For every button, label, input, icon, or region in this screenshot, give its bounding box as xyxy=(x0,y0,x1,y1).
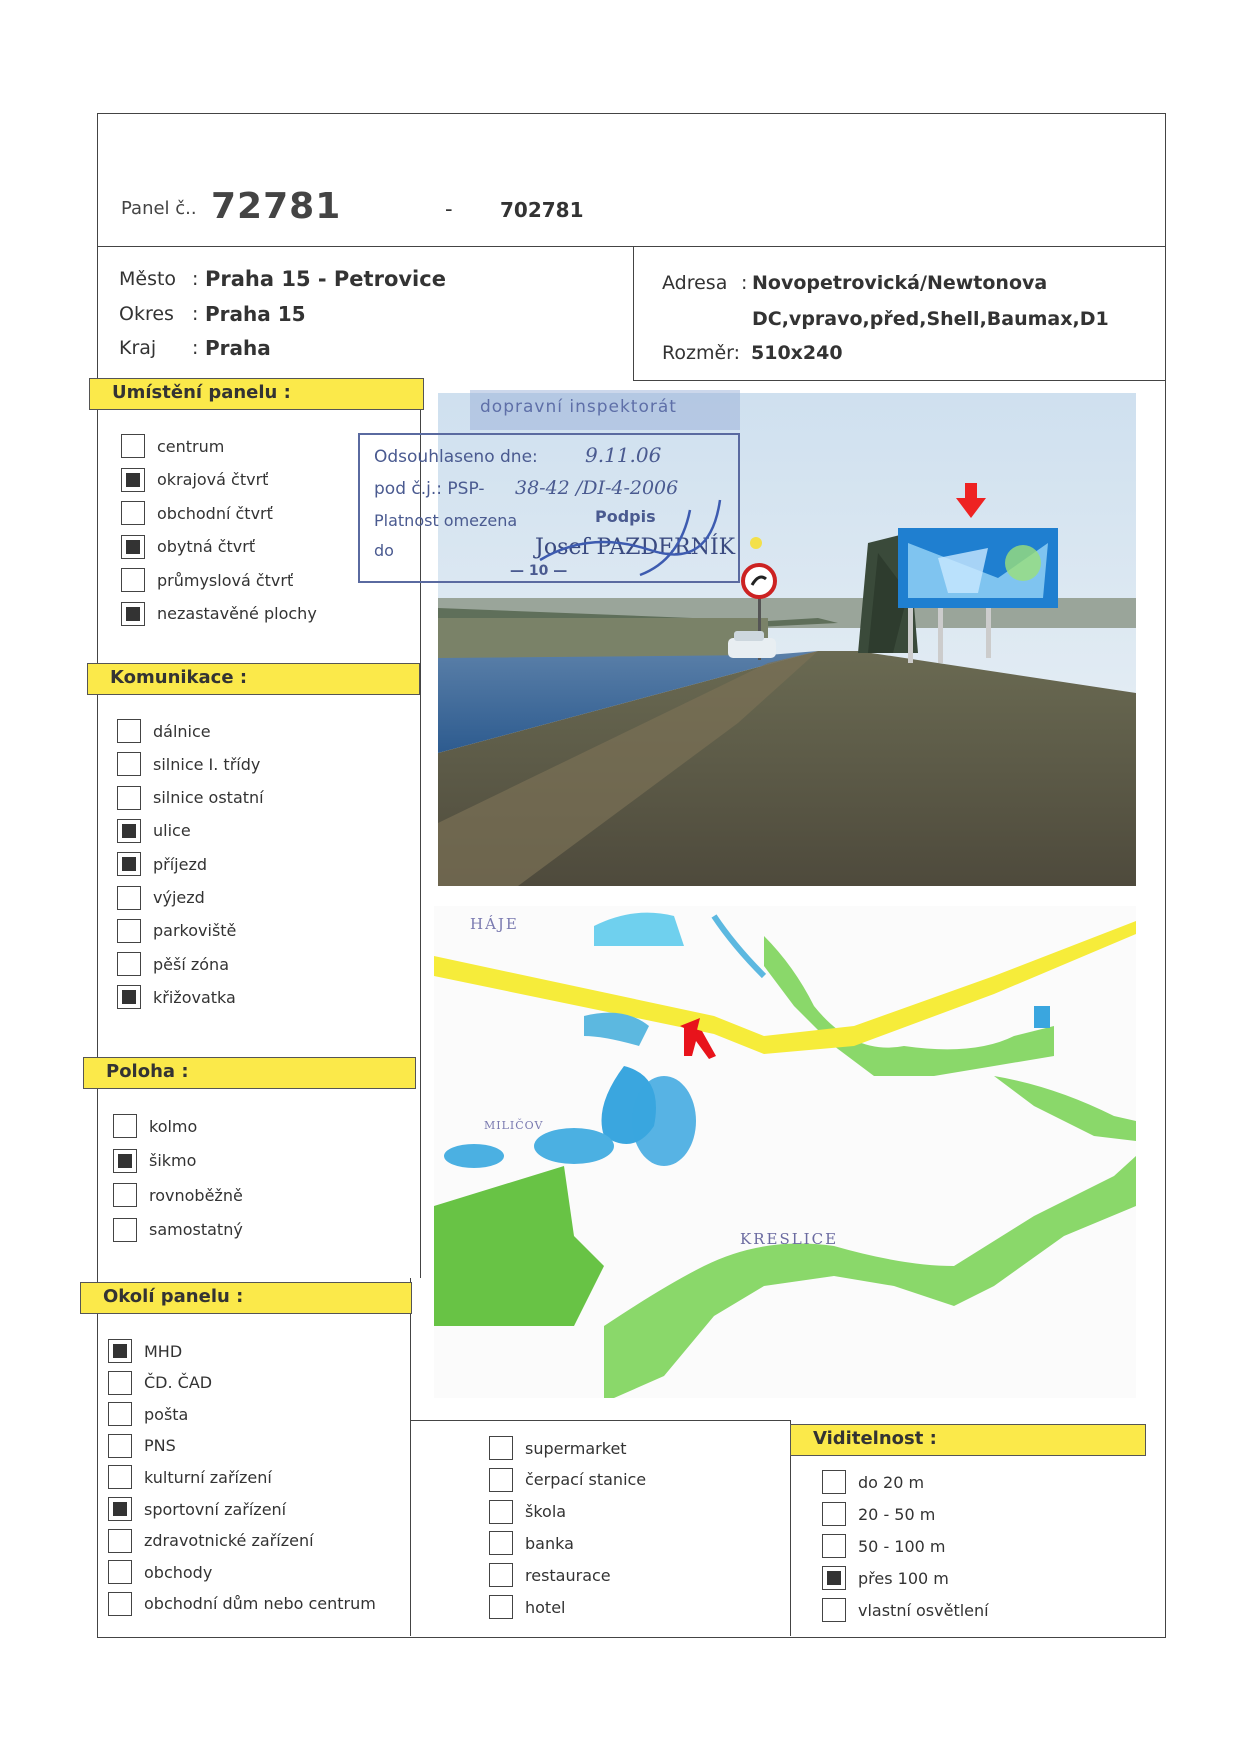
section-umisteni-title: Umístění panelu : xyxy=(89,378,424,410)
umisteni-checkbox[interactable] xyxy=(121,434,145,458)
komunikace-checkbox[interactable] xyxy=(117,919,141,943)
okoli-option[interactable] xyxy=(108,1434,176,1458)
okoli-option[interactable] xyxy=(108,1371,212,1395)
okoli2-checkbox[interactable] xyxy=(489,1468,513,1492)
poloha-option[interactable] xyxy=(113,1218,243,1242)
komunikace-checkbox[interactable] xyxy=(117,786,141,810)
umisteni-checkbox[interactable] xyxy=(121,535,145,559)
komunikace-option-label: příjezd xyxy=(153,854,208,874)
poloha-option[interactable] xyxy=(113,1183,243,1207)
poloha-option[interactable] xyxy=(113,1149,196,1173)
section-okoli-title: Okolí panelu : xyxy=(80,1282,412,1314)
okoli2-checkbox[interactable] xyxy=(489,1436,513,1460)
okoli-option-label: kulturní zařízení xyxy=(144,1467,272,1487)
komunikace-option[interactable] xyxy=(117,919,236,943)
komunikace-option-label: silnice ostatní xyxy=(153,788,264,808)
okoli-option[interactable] xyxy=(108,1339,182,1363)
umisteni-checkbox[interactable] xyxy=(121,602,145,626)
okoli2-option[interactable] xyxy=(489,1500,566,1524)
city-label: Město xyxy=(119,268,177,290)
address-bottom-line xyxy=(633,380,1166,381)
map-label-milicov: MILIČOV xyxy=(484,1119,544,1132)
left-column-divider-lower xyxy=(410,1278,411,1636)
komunikace-checkbox[interactable] xyxy=(117,719,141,743)
umisteni-option[interactable] xyxy=(121,602,317,626)
poloha-option-label: samostatný xyxy=(149,1220,243,1239)
viditelnost-option-label: vlastní osvětlení xyxy=(858,1600,989,1620)
komunikace-checkbox[interactable] xyxy=(117,886,141,910)
komunikace-checkbox[interactable] xyxy=(117,985,141,1009)
umisteni-option[interactable] xyxy=(121,501,273,525)
viditelnost-option-label: 20 - 50 m xyxy=(858,1504,936,1524)
stamp-approved-date: 9.11.06 xyxy=(585,443,662,467)
okoli-option-label: MHD xyxy=(144,1341,183,1361)
okoli-checkbox[interactable] xyxy=(108,1529,132,1553)
okoli-option[interactable] xyxy=(108,1529,314,1553)
komunikace-option[interactable] xyxy=(117,985,236,1009)
komunikace-option[interactable] xyxy=(117,719,211,743)
viditelnost-checkbox[interactable] xyxy=(822,1470,846,1494)
poloha-option[interactable] xyxy=(113,1114,197,1138)
okoli2-option-label: restaurace xyxy=(525,1565,611,1585)
panel-number: 72781 xyxy=(211,186,342,227)
poloha-option-label: kolmo xyxy=(149,1116,198,1136)
region-label: Kraj xyxy=(119,337,157,359)
viditelnost-checkbox[interactable] xyxy=(822,1502,846,1526)
region-colon: : xyxy=(192,337,199,359)
komunikace-option-label: křižovatka xyxy=(153,987,236,1007)
komunikace-option[interactable] xyxy=(117,886,205,910)
viditelnost-option-label: do 20 m xyxy=(858,1472,925,1492)
komunikace-option[interactable] xyxy=(117,819,191,843)
size-value: 510x240 xyxy=(751,342,843,364)
komunikace-checkbox[interactable] xyxy=(117,752,141,776)
komunikace-option[interactable] xyxy=(117,786,264,810)
header-divider xyxy=(97,246,1166,247)
okoli-checkbox[interactable] xyxy=(108,1371,132,1395)
okoli-checkbox[interactable] xyxy=(108,1434,132,1458)
okoli2-option[interactable] xyxy=(489,1531,574,1555)
komunikace-option-label: pěší zóna xyxy=(153,954,229,974)
umisteni-option-label: obytná čtvrť xyxy=(157,537,256,556)
location-divider xyxy=(633,246,634,380)
address-line2: DC,vpravo,před,Shell,Baumax,D1 xyxy=(752,308,1109,330)
poloha-option-label: šikmo xyxy=(149,1151,197,1170)
komunikace-checkbox[interactable] xyxy=(117,819,141,843)
okoli2-option[interactable] xyxy=(489,1563,611,1587)
okoli2-option[interactable] xyxy=(489,1436,627,1460)
okoli-option[interactable] xyxy=(108,1560,212,1584)
umisteni-option-label: centrum xyxy=(157,436,225,456)
approval-stamp xyxy=(358,397,740,583)
viditelnost-option[interactable] xyxy=(822,1566,949,1590)
signature-scribble xyxy=(530,490,730,580)
stamp-validity-label: Platnost omezena xyxy=(374,511,518,530)
stamp-ref-label: pod č.j.: PSP- xyxy=(374,479,485,499)
map-label-haje: HÁJE xyxy=(470,915,519,933)
poloha-checkbox[interactable] xyxy=(113,1218,137,1242)
umisteni-option-label: obchodní čtvrť xyxy=(157,503,273,523)
stamp-until-label: do xyxy=(374,541,394,560)
size-label: Rozměr: xyxy=(662,342,741,364)
viditelnost-checkbox[interactable] xyxy=(822,1534,846,1558)
stamp-approved-label: Odsouhlaseno dne: xyxy=(374,447,538,467)
okoli2-option[interactable] xyxy=(489,1595,566,1619)
okoli-checkbox[interactable] xyxy=(108,1592,132,1616)
viditelnost-option[interactable] xyxy=(822,1470,924,1494)
okoli2-option-label: škola xyxy=(525,1502,567,1522)
district-colon: : xyxy=(192,303,199,325)
address-colon: : xyxy=(741,272,748,294)
address-label: Adresa xyxy=(662,272,728,294)
okoli-option-label: zdravotnické zařízení xyxy=(144,1531,314,1551)
umisteni-option[interactable] xyxy=(121,434,224,458)
viditelnost-option[interactable] xyxy=(822,1502,935,1526)
poloha-option-label: rovnoběžně xyxy=(149,1185,243,1205)
viditelnost-checkbox[interactable] xyxy=(822,1566,846,1590)
okoli2-checkbox[interactable] xyxy=(489,1595,513,1619)
city-colon: : xyxy=(192,268,199,290)
okoli-option-label: obchodní dům nebo centrum xyxy=(144,1594,376,1614)
stamp-ref-value: 38-42 /DI-4-2006 xyxy=(515,477,679,499)
poloha-checkbox[interactable] xyxy=(113,1183,137,1207)
okoli-option[interactable] xyxy=(108,1402,188,1426)
stamp-number: — 10 — xyxy=(510,563,568,579)
okoli-option-label: ČD. ČAD xyxy=(144,1373,213,1393)
district-value: Praha 15 xyxy=(205,302,306,326)
panel-number-label: Panel č.. xyxy=(121,198,197,219)
komunikace-option-label: ulice xyxy=(153,821,191,841)
poloha-checkbox[interactable] xyxy=(113,1149,137,1173)
okoli2-option[interactable] xyxy=(489,1468,646,1492)
okoli-option[interactable] xyxy=(108,1497,286,1521)
okoli2-checkbox[interactable] xyxy=(489,1531,513,1555)
umisteni-checkbox[interactable] xyxy=(121,501,145,525)
umisteni-option-label: průmyslová čtvrť xyxy=(157,570,294,590)
okoli-checkbox[interactable] xyxy=(108,1402,132,1426)
viditelnost-option-label: 50 - 100 m xyxy=(858,1536,946,1556)
komunikace-checkbox[interactable] xyxy=(117,952,141,976)
viditelnost-option[interactable] xyxy=(822,1598,989,1622)
okoli2-top-line xyxy=(410,1420,790,1421)
viditelnost-option[interactable] xyxy=(822,1534,946,1558)
city-value: Praha 15 - Petrovice xyxy=(205,267,446,291)
okoli2-checkbox[interactable] xyxy=(489,1500,513,1524)
umisteni-option[interactable] xyxy=(121,535,255,559)
umisteni-checkbox[interactable] xyxy=(121,468,145,492)
stamp-title: dopravní inspektorát xyxy=(480,397,677,417)
okoli-option-label: sportovní zařízení xyxy=(144,1499,287,1519)
umisteni-option[interactable] xyxy=(121,468,268,492)
komunikace-option-label: dálnice xyxy=(153,721,211,741)
umisteni-option-label: okrajová čtvrť xyxy=(157,470,269,489)
location-map-image xyxy=(434,906,1136,1398)
address-line1: Novopetrovická/Newtonova xyxy=(752,272,1048,294)
umisteni-checkbox[interactable] xyxy=(121,568,145,592)
komunikace-option-label: výjezd xyxy=(153,888,205,907)
header-dash: - xyxy=(445,197,453,221)
komunikace-option[interactable] xyxy=(117,852,207,876)
district-label: Okres xyxy=(119,303,174,325)
stamp-sign-label: Podpis xyxy=(595,507,656,526)
komunikace-checkbox[interactable] xyxy=(117,852,141,876)
umisteni-option[interactable] xyxy=(121,568,293,592)
okoli-checkbox[interactable] xyxy=(108,1339,132,1363)
section-komunikace-title: Komunikace : xyxy=(87,663,420,695)
okoli-checkbox[interactable] xyxy=(108,1560,132,1584)
viditelnost-option-label: přes 100 m xyxy=(858,1568,949,1588)
komunikace-option-label: parkoviště xyxy=(153,921,237,941)
okoli-checkbox[interactable] xyxy=(108,1497,132,1521)
stamp-name: Josef PAZDERNÍK xyxy=(535,535,736,560)
alt-panel-number: 702781 xyxy=(500,198,584,222)
okoli-option-label: PNS xyxy=(144,1436,176,1456)
komunikace-option[interactable] xyxy=(117,752,260,776)
komunikace-option[interactable] xyxy=(117,952,229,976)
okoli2-option-label: hotel xyxy=(525,1597,566,1617)
okoli-option-label: obchody xyxy=(144,1562,213,1582)
okoli2-option-label: banka xyxy=(525,1533,574,1553)
okoli2-option-label: supermarket xyxy=(525,1438,627,1458)
okoli-option[interactable] xyxy=(108,1592,376,1616)
okoli-checkbox[interactable] xyxy=(108,1465,132,1489)
umisteni-option-label: nezastavěné plochy xyxy=(157,604,317,623)
viditelnost-checkbox[interactable] xyxy=(822,1598,846,1622)
okoli-option-label: pošta xyxy=(144,1404,189,1424)
komunikace-option-label: silnice I. třídy xyxy=(153,754,261,774)
region-value: Praha xyxy=(205,336,271,360)
location-map xyxy=(434,906,1136,1398)
okoli2-option-label: čerpací stanice xyxy=(525,1470,647,1490)
okoli2-checkbox[interactable] xyxy=(489,1563,513,1587)
okoli-option[interactable] xyxy=(108,1465,272,1489)
section-poloha-title: Poloha : xyxy=(83,1057,416,1089)
map-label-kreslice: KRESLICE xyxy=(740,1230,839,1248)
poloha-checkbox[interactable] xyxy=(113,1114,137,1138)
section-viditelnost-title: Viditelnost : xyxy=(790,1424,1146,1456)
